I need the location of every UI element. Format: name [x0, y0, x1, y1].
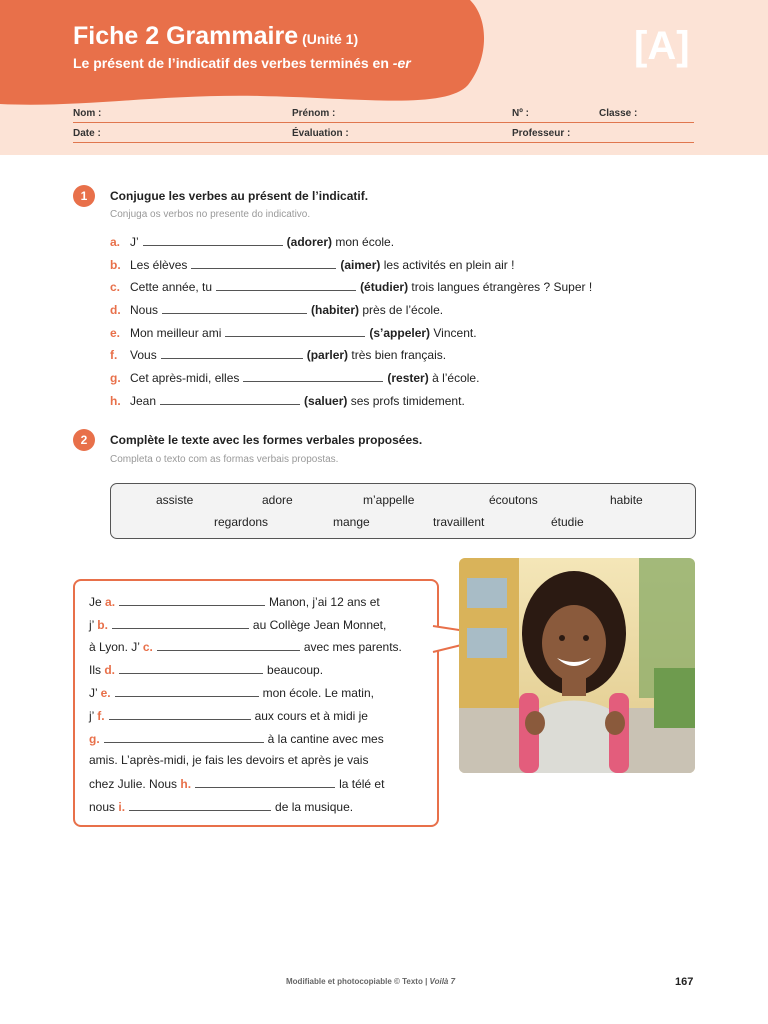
exercise-1-number: 1: [73, 185, 95, 207]
numero-field[interactable]: Nº :: [512, 108, 529, 119]
item-letter: g.: [110, 371, 121, 385]
form-row-2: [73, 122, 694, 143]
exercise-1-item-d: [110, 302, 443, 317]
word-bank-item: assiste: [156, 493, 194, 507]
answer-blank[interactable]: [157, 639, 300, 651]
answer-blank[interactable]: [112, 617, 249, 629]
word-bank: [110, 483, 696, 539]
page-number: 167: [675, 976, 694, 988]
item-before: Cet après-midi, elles: [130, 371, 240, 385]
item-verb: (parler): [306, 348, 349, 362]
text-part: chez Julie. Nous: [89, 777, 181, 791]
item-verb: (rester): [387, 371, 429, 385]
footer-book: Voilà 7: [429, 977, 456, 986]
text-part: de la musique.: [275, 800, 354, 814]
text-line-10: [89, 799, 353, 814]
exercise-1-item-e: [110, 325, 477, 340]
answer-blank[interactable]: [143, 234, 283, 246]
item-letter: d.: [110, 303, 121, 317]
blank-letter: i.: [118, 800, 126, 814]
text-part: j’: [89, 709, 98, 723]
text-line-8: amis. L’après-midi, je fais les devoirs et après je vais: [89, 753, 369, 767]
answer-blank[interactable]: [225, 325, 365, 337]
item-verb: (aimer): [340, 258, 381, 272]
answer-blank[interactable]: [191, 257, 336, 269]
professeur-field[interactable]: Professeur :: [512, 128, 571, 139]
text-part: Ils: [89, 663, 105, 677]
text-line-3: [89, 639, 402, 654]
word-bank-item: adore: [262, 493, 293, 507]
exercise-2-title: Complète le texte avec les formes verbales proposées.: [110, 433, 423, 447]
item-letter: a.: [110, 235, 121, 249]
unit-label: (Unité 1): [302, 31, 359, 47]
text-line-2: [89, 617, 386, 632]
item-after: très bien français.: [351, 348, 447, 362]
answer-blank[interactable]: [119, 662, 263, 674]
classe-field[interactable]: Classe :: [599, 108, 638, 119]
subtitle-suffix: -er: [392, 55, 411, 71]
exercise-2-number: 2: [73, 429, 95, 451]
item-letter: e.: [110, 326, 121, 340]
item-after: trois langues étrangères ? Super !: [411, 280, 593, 294]
blank-letter: g.: [89, 732, 100, 746]
text-part: J’: [89, 686, 101, 700]
item-letter: h.: [110, 394, 121, 408]
item-before: Cette année, tu: [130, 280, 213, 294]
item-before: Vous: [130, 348, 157, 362]
student-illustration: [459, 558, 695, 773]
item-after: à l’école.: [432, 371, 480, 385]
item-before: Mon meilleur ami: [130, 326, 222, 340]
word-bank-item: m’appelle: [363, 493, 415, 507]
answer-blank[interactable]: [115, 685, 259, 697]
blank-letter: c.: [142, 640, 153, 654]
exercise-2-subtitle: Completa o texto com as formas verbais propostas.: [110, 454, 339, 465]
item-after: ses profs timidement.: [350, 394, 465, 408]
footer-credit: [286, 977, 455, 986]
word-bank-item: mange: [333, 515, 370, 529]
exercise-1-title: Conjugue les verbes au présent de l’indicatif.: [110, 189, 369, 203]
header-band: [0, 0, 768, 155]
title-text: Fiche 2 Grammaire: [73, 22, 299, 50]
exercise-1-item-g: [110, 370, 479, 385]
item-before: Jean: [130, 394, 157, 408]
text-part: mon école. Le matin,: [262, 686, 374, 700]
item-verb: (habiter): [311, 303, 360, 317]
answer-blank[interactable]: [109, 708, 251, 720]
item-letter: c.: [110, 280, 121, 294]
student-photo: [459, 558, 695, 773]
text-line-6: [89, 708, 368, 723]
item-after: mon école.: [335, 235, 395, 249]
item-verb: (s’appeler): [369, 326, 431, 340]
word-bank-item: regardons: [214, 515, 269, 529]
item-before: Nous: [130, 303, 159, 317]
answer-blank[interactable]: [160, 393, 300, 405]
answer-blank[interactable]: [104, 731, 264, 743]
text-part: au Collège Jean Monnet,: [252, 618, 387, 632]
text-part: j’: [89, 618, 98, 632]
answer-blank[interactable]: [216, 279, 356, 291]
blank-letter: e.: [100, 686, 111, 700]
word-bank-item: habite: [610, 493, 643, 507]
text-part: beaucoup.: [267, 663, 324, 677]
item-verb: (saluer): [304, 394, 348, 408]
word-bank-item: écoutons: [489, 493, 538, 507]
exercise-1-item-b: [110, 257, 514, 272]
text-part: nous: [89, 800, 119, 814]
word-bank-item: travaillent: [433, 515, 485, 529]
answer-blank[interactable]: [161, 347, 303, 359]
footer-text: Modifiable et photocopiable © Texto |: [286, 977, 430, 986]
answer-blank[interactable]: [129, 799, 271, 811]
text-part: à Lyon. J’: [89, 640, 143, 654]
answer-blank[interactable]: [119, 594, 265, 606]
item-letter: f.: [110, 348, 118, 362]
evaluation-field[interactable]: Évaluation :: [292, 128, 349, 139]
text-part: aux cours et à midi je: [254, 709, 368, 723]
text-part: Manon, j’ai 12 ans et: [269, 595, 380, 609]
item-verb: (étudier): [360, 280, 409, 294]
prenom-field[interactable]: Prénom :: [292, 108, 336, 119]
blank-letter: a.: [105, 595, 116, 609]
text-line-7: [89, 731, 384, 746]
level-badge: [A]: [634, 24, 690, 68]
answer-blank[interactable]: [243, 370, 383, 382]
text-line-4: [89, 662, 323, 677]
subtitle-text: Le présent de l’indicatif des verbes terminés en: [73, 55, 393, 71]
item-after: Vincent.: [433, 326, 477, 340]
exercise-1-item-a: [110, 234, 394, 249]
exercise-1-item-h: [110, 393, 465, 408]
item-after: les activités en plein air !: [383, 258, 515, 272]
exercise-1-subtitle: Conjuga os verbos no presente do indicativo.: [110, 209, 311, 220]
blank-letter: f.: [97, 709, 105, 723]
blank-letter: h.: [180, 777, 192, 791]
page-title: [73, 22, 358, 51]
answer-blank[interactable]: [195, 776, 335, 788]
text-line-1: [89, 594, 380, 609]
text-part: à la cantine avec mes: [267, 732, 384, 746]
exercise-1-item-f: [110, 347, 446, 362]
answer-blank[interactable]: [162, 302, 307, 314]
item-before: J’: [130, 235, 139, 249]
text-part: avec mes parents.: [303, 640, 402, 654]
item-before: Les élèves: [130, 258, 188, 272]
nom-field[interactable]: Nom :: [73, 108, 102, 119]
form-row-1: [73, 102, 694, 123]
blank-letter: b.: [97, 618, 108, 632]
item-verb: (adorer): [286, 235, 333, 249]
speech-bubble: [73, 579, 439, 827]
text-part: Je: [89, 595, 106, 609]
text-line-5: [89, 685, 374, 700]
text-part: la télé et: [339, 777, 385, 791]
item-letter: b.: [110, 258, 121, 272]
item-after: près de l’école.: [362, 303, 444, 317]
blank-letter: d.: [104, 663, 116, 677]
text-line-9: [89, 776, 384, 791]
word-bank-item: étudie: [551, 515, 584, 529]
page-subtitle: [73, 55, 411, 71]
exercise-1-item-c: [110, 279, 592, 294]
date-field[interactable]: Date :: [73, 128, 101, 139]
